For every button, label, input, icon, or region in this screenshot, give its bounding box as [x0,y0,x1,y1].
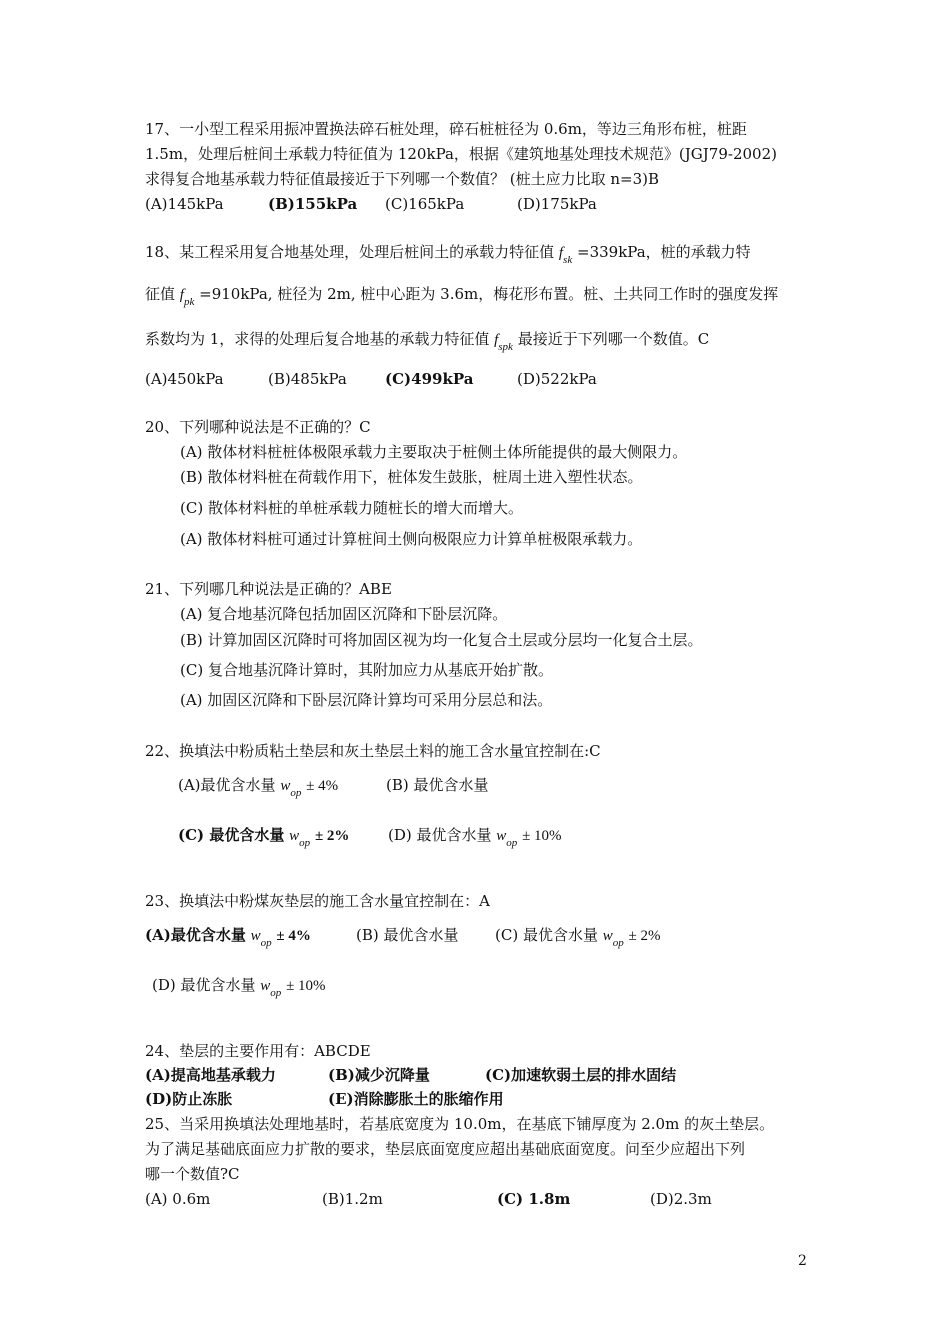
q21-option-3: (C) 复合地基沉降计算时，其附加应力从基底开始扩散。 [180,661,553,679]
q18-option-b: (B)485kPa [268,370,347,388]
q22-option-b: (B) 最优含水量 [386,776,489,794]
q25-option-d: (D)2.3m [650,1190,712,1208]
q23-stem: 23、换填法中粉煤灰垫层的施工含水量宜控制在：A [145,892,490,910]
q18-line-1-text-a: 18、某工程采用复合地基处理，处理后桩间土的承载力特征值 [145,243,555,261]
q23-option-c [495,925,661,953]
q17-line-2: 1.5m，处理后桩间土承载力特征值为 120kPa，根据《建筑地基处理技术规范》(JGJ79-2002) [145,145,777,163]
q25-line-2: 为了满足基础底面应力扩散的要求，垫层底面宽度应超出基础底面宽度。问至少应超出下列 [145,1140,746,1158]
q18-f-symbol-3: f [494,332,499,348]
q18-option-d: (D)522kPa [517,370,597,388]
q17-line-1: 17、一小型工程采用振冲置换法碎石桩处理，碎石桩桩径为 0.6m，等边三角形布桩，桩距 [145,120,747,138]
q23-w-subscript-c: op [612,937,624,949]
q24-option-c: (C)加速软弱土层的排水固结 [485,1066,677,1084]
q21-option-4: (A) 加固区沉降和下卧层沉降计算均可采用分层总和法。 [180,691,553,709]
q18-f-symbol-2: f [179,287,184,303]
q24-option-d: (D)防止冻胀 [145,1090,233,1108]
q25-option-b: (B)1.2m [322,1190,383,1208]
q22-option-c-text: (C) 最优含水量 [178,826,285,844]
q23-option-a [145,925,311,953]
q22-w-subscript-c: op [299,837,311,849]
q20-option-4: (A) 散体材料桩可通过计算桩间土侧向极限应力计算单桩极限承载力。 [180,530,643,548]
q25-line-1: 25、当采用换填法处理地基时，若基底宽度为 10.0m，在基底下铺厚度为 2.0m 的灰土垫层。 [145,1115,775,1133]
q23-option-a-value: ± 4% [276,928,311,944]
q23-option-a-text: (A)最优含水量 [145,926,246,944]
q21-option-1: (A) 复合地基沉降包括加固区沉降和下卧层沉降。 [180,605,508,623]
q22-option-c [178,825,349,853]
q18-line-1-text-b: =339kPa，桩的承载力特 [577,243,751,261]
q23-w-symbol-d: w [260,978,271,994]
q23-w-subscript-a: op [260,937,272,949]
q17-option-b: (B)155kPa [268,195,358,213]
q21-option-2: (B) 计算加固区沉降时可将加固区视为均一化复合土层或分层均一化复合土层。 [180,631,703,649]
q25-option-c: (C) 1.8m [497,1190,571,1208]
q24-option-a: (A)提高地基承载力 [145,1066,276,1084]
q22-w-subscript-a: op [290,787,302,799]
q22-w-symbol-a: w [280,778,291,794]
q22-option-a [178,775,338,803]
q17-option-a: (A)145kPa [145,195,224,213]
q20-option-3: (C) 散体材料桩的单桩承载力随桩长的增大而增大。 [180,499,523,517]
q18-option-c: (C)499kPa [385,370,474,388]
q18-option-a: (A)450kPa [145,370,224,388]
q18-line-3 [145,329,709,357]
q20-option-2: (B) 散体材料桩在荷载作用下，桩体发生鼓胀，桩周土进入塑性状态。 [180,468,643,486]
q23-option-d [152,975,326,1003]
q22-option-d-text: (D) 最优含水量 [388,826,492,844]
q23-w-symbol-a: w [250,928,261,944]
q24-option-e: (E)消除膨胀土的胀缩作用 [328,1090,504,1108]
q24-option-b: (B)减少沉降量 [328,1066,430,1084]
q22-option-a-value: ± 4% [306,778,339,794]
q21-stem: 21、下列哪几种说法是正确的？ABE [145,580,392,598]
q18-f-subscript-3: spk [498,341,513,353]
q23-option-c-text: (C) 最优含水量 [495,926,598,944]
q22-w-symbol-d: w [496,828,507,844]
q23-option-b: (B) 最优含水量 [356,926,459,944]
q18-f-symbol-1: f [558,245,564,261]
q22-option-d-value: ± 10% [522,828,562,844]
q18-line-2 [145,284,778,312]
q18-f-subscript-1: sk [563,254,573,266]
q20-stem: 20、下列哪种说法是不正确的？C [145,418,371,436]
q18-line-2-text-b: =910kPa, 桩径为 2m, 桩中心距为 3.6m，梅花形布置。桩、土共同工作时的强度发挥 [199,285,779,303]
q22-w-subscript-d: op [506,837,518,849]
q20-option-1: (A) 散体材料桩桩体极限承载力主要取决于桩侧土体所能提供的最大侧限力。 [180,443,688,461]
q17-line-3: 求得复合地基承载力特征值最接近于下列哪一个数值？ (桩土应力比取 n=3)B [145,170,660,188]
q17-option-c: (C)165kPa [385,195,465,213]
q24-stem: 24、垫层的主要作用有：ABCDE [145,1042,371,1060]
q22-option-a-text: (A)最优含水量 [178,776,276,794]
q18-line-1 [145,242,751,270]
q23-option-d-value: ± 10% [286,978,326,994]
q23-option-c-value: ± 2% [628,928,661,944]
q18-line-3-text-b: 最接近于下列哪一个数值。C [517,330,710,348]
q18-line-2-text-a: 征值 [145,285,176,303]
q23-w-symbol-c: w [602,928,613,944]
page-number: 2 [798,1253,807,1269]
q23-w-subscript-d: op [270,987,282,999]
q18-f-subscript-2: pk [183,296,195,308]
q25-line-3: 哪一个数值?C [145,1165,240,1183]
q22-stem: 22、换填法中粉质粘土垫层和灰土垫层土料的施工含水量宜控制在:C [145,742,601,760]
q25-option-a: (A) 0.6m [145,1190,211,1208]
q22-option-c-value: ± 2% [314,828,350,844]
q22-option-d [388,825,562,853]
q17-option-d: (D)175kPa [517,195,597,213]
q18-line-3-text-a: 系数均为 1，求得的处理后复合地基的承载力特征值 [145,330,490,348]
q23-option-d-text: (D) 最优含水量 [152,976,256,994]
q22-w-symbol-c: w [289,828,300,844]
